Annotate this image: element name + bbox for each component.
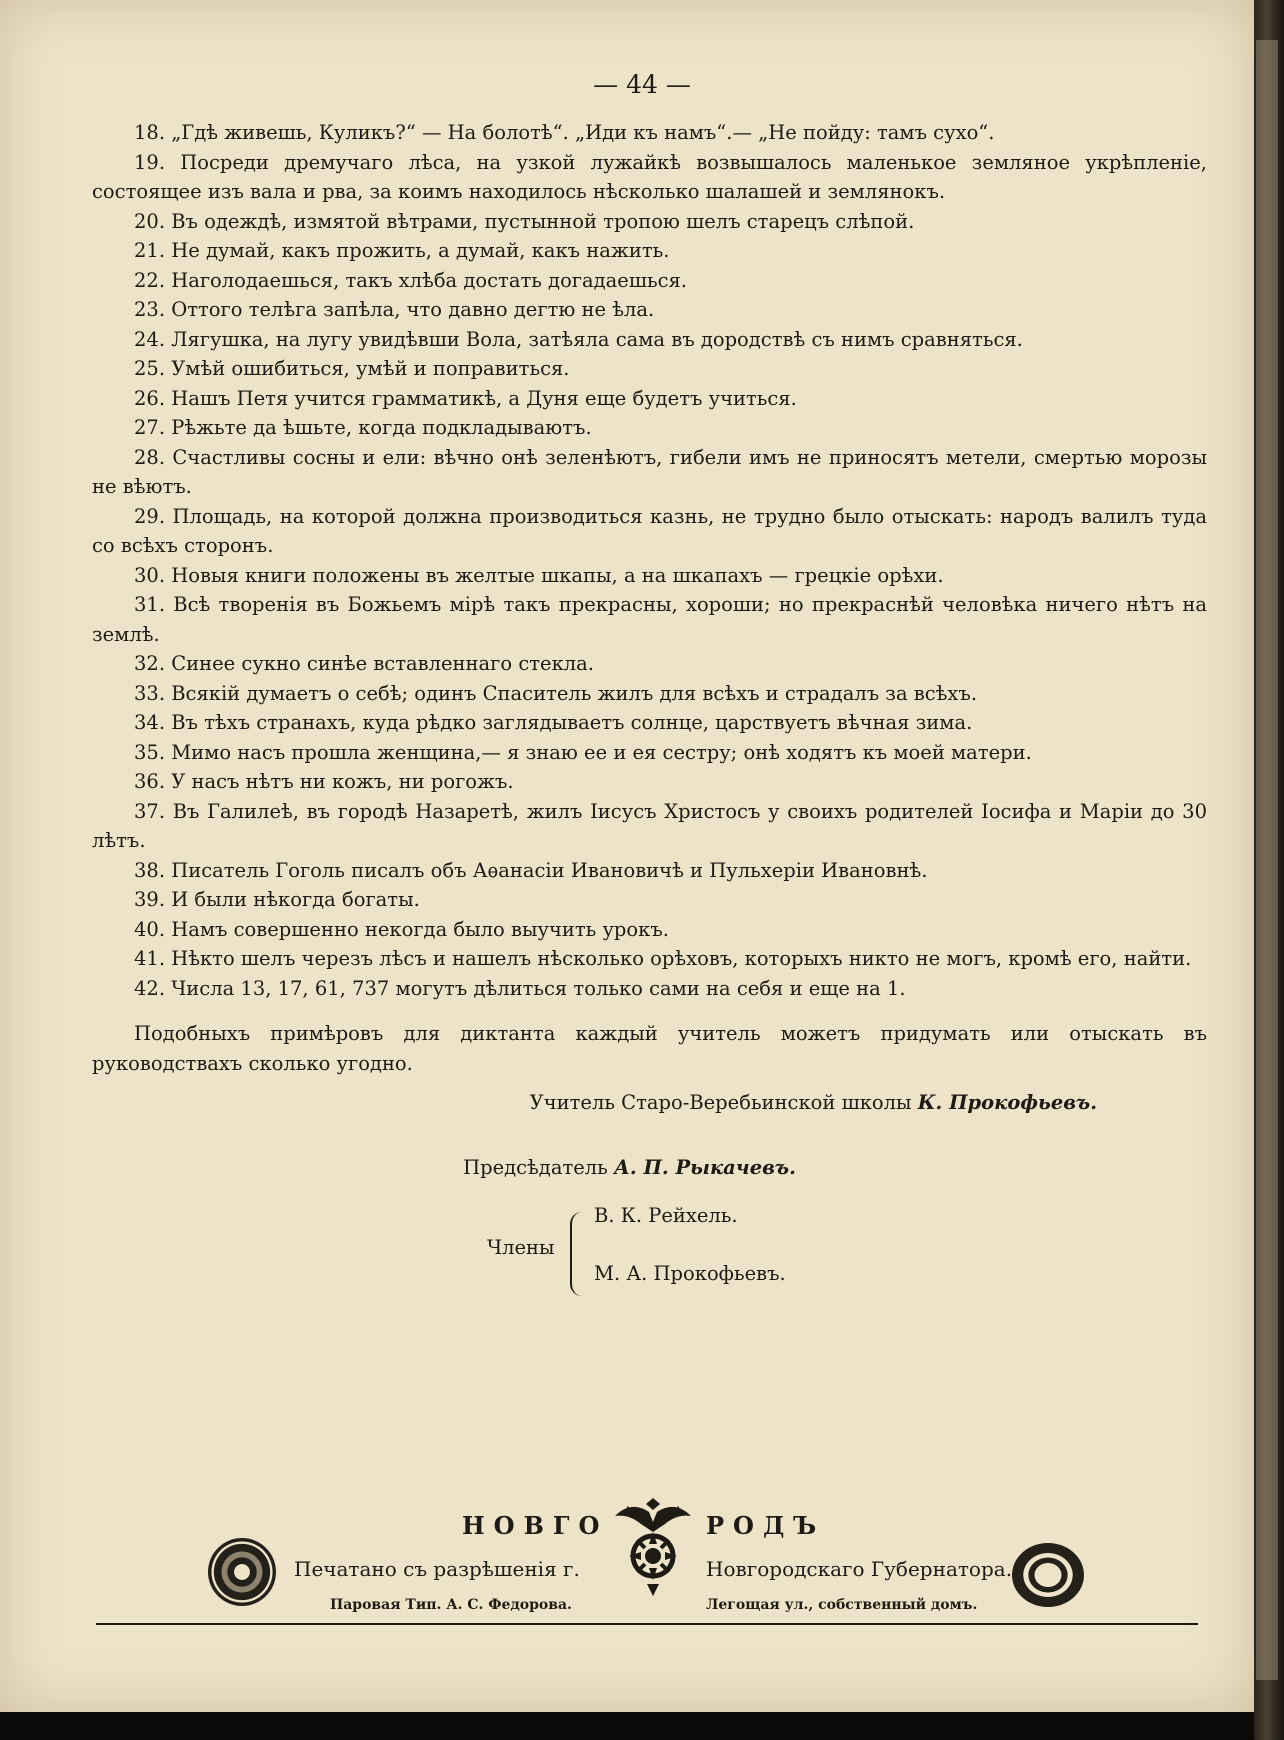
sentence-20: 20. Въ одеждѣ, измятой вѣтрами, пустынной тропою шелъ старецъ слѣпой. xyxy=(134,209,915,233)
double-headed-eagle-emblem-icon xyxy=(607,1492,699,1600)
page-number: — 44 — xyxy=(593,70,691,99)
sentence-29: 29. Площадь, на которой должна производиться казнь, не трудно было отыскать: народъ валилъ туда со всѣхъ сторонъ. xyxy=(92,504,1207,557)
members-brace xyxy=(570,1212,584,1296)
footer-permission-right: Новгородскаго Губернатора. xyxy=(706,1557,1013,1581)
main-text xyxy=(92,118,1207,1298)
member-2: М. А. Прокофьевъ. xyxy=(594,1262,786,1285)
chairman-row xyxy=(92,1153,1207,1182)
sentence-31: 31. Всѣ творенія въ Божьемъ мірѣ такъ прекрасны, хороши; но прекраснѣй человѣка ничего нѣтъ на землѣ. xyxy=(92,593,1207,646)
sentence-25: 25. Умѣй ошибиться, умѣй и поправиться. xyxy=(134,357,570,380)
sentence-40: 40. Намъ совершенно некогда было выучить урокъ. xyxy=(134,917,669,941)
closing-paragraph: Подобныхъ примѣровъ для диктанта каждый учитель можетъ придумать или отыскать въ руководствахъ сколько угодно. xyxy=(92,1022,1207,1075)
chairman-name: А. П. Рыкачевъ. xyxy=(613,1156,796,1179)
footer-press-right: Легощая ул., собственный домъ. xyxy=(706,1597,978,1613)
footer-rule xyxy=(96,1623,1198,1625)
footer-permission-left: Печатано съ разрѣшенія г. xyxy=(294,1557,580,1581)
footer-city-left: НОВГО xyxy=(462,1511,609,1540)
sentence-41: 41. Нѣкто шелъ черезъ лѣсъ и нашелъ нѣсколько орѣховъ, которыхъ никто не могъ, кромѣ его, найти. xyxy=(134,947,1192,970)
sentence-30: 30. Новыя книги положены въ желтые шкапы, а на шкапахъ — грецкіе орѣхи. xyxy=(134,563,944,587)
footer-press-left: Паровая Тип. А. С. Федорова. xyxy=(330,1597,572,1613)
sentence-24: 24. Лягушка, на лугу увидѣвши Вола, затѣяла сама въ дородствѣ съ нимъ сравняться. xyxy=(134,327,1023,351)
member-1: В. К. Рейхель. xyxy=(594,1204,738,1227)
footer-city-right: РОДЪ xyxy=(706,1511,826,1540)
sentence-28: 28. Счастливы сосны и ели: вѣчно онѣ зеленѣютъ, гибели имъ не приносятъ метели, смертью морозы не вѣютъ. xyxy=(92,445,1207,498)
signature-prefix: Учитель Старо-Веребьинской школы xyxy=(529,1091,912,1114)
sentence-37: 37. Въ Галилеѣ, въ городѣ Назаретѣ, жилъ Іисусъ Христосъ у своихъ родителей Іосифа и Маріи до 30 лѣтъ. xyxy=(92,799,1207,852)
sentence-22: 22. Наголодаешься, такъ хлѣба достать догадаешься. xyxy=(134,268,687,292)
signature-name: К. Прокофьевъ. xyxy=(917,1091,1097,1114)
chairman-label: Предсѣдатель xyxy=(463,1156,608,1179)
sentence-42: 42. Числа 13, 17, 61, 737 могутъ дѣлиться только сами на себя и еще на 1. xyxy=(134,976,906,1000)
members-label: Члены xyxy=(487,1236,555,1259)
sentence-39: 39. И были нѣкогда богаты. xyxy=(134,888,420,911)
next-page-strip xyxy=(1256,40,1278,1680)
sentence-19: 19. Посреди дремучаго лѣса, на узкой лужайкѣ возвышалось маленькое земляное укрѣпленіе, состоящее изъ вала и рва, за коимъ находилось нѣсколько шалашей и землянокъ. xyxy=(92,150,1207,203)
sentence-23: 23. Оттого телѣга запѣла, что давно дегтю не ѣла. xyxy=(134,298,655,321)
sentence-33: 33. Всякій думаетъ о себѣ; одинъ Спаситель жилъ для всѣхъ и страдалъ за всѣхъ. xyxy=(134,681,978,705)
sentence-35: 35. Мимо насъ прошла женщина,— я знаю ее и ея сестру; онѣ ходятъ къ моей матери. xyxy=(134,740,1032,764)
sentence-36: 36. У насъ нѣтъ ни кожъ, ни рогожъ. xyxy=(134,770,514,793)
sentence-32: 32. Синее сукно синѣе вставленнаго стекла. xyxy=(134,652,594,675)
sentence-38: 38. Писатель Гоголь писалъ объ Аѳанасіи Ивановичѣ и Пульхеріи Ивановнѣ. xyxy=(134,858,928,882)
sentence-18: 18. „Гдѣ живешь, Куликъ?“ — На болотѣ“. „Иди къ намъ“.— „Не пойду: тамъ сухо“. xyxy=(134,121,995,144)
teacher-signature xyxy=(92,1088,1207,1117)
right-medal-icon xyxy=(1012,1543,1084,1607)
left-medal-icon xyxy=(208,1538,276,1606)
members-block xyxy=(92,1204,1207,1298)
sentence-27: 27. Рѣжьте да ѣшьте, когда подкладываютъ. xyxy=(134,416,592,439)
sentence-26: 26. Нашъ Петя учится грамматикѣ, а Дуня еще будетъ учиться. xyxy=(134,386,797,410)
sentence-21: 21. Не думай, какъ прожить, а думай, какъ нажить. xyxy=(134,239,670,262)
sentence-34: 34. Въ тѣхъ странахъ, куда рѣдко заглядываетъ солнце, царствуетъ вѣчная зима. xyxy=(134,711,973,734)
